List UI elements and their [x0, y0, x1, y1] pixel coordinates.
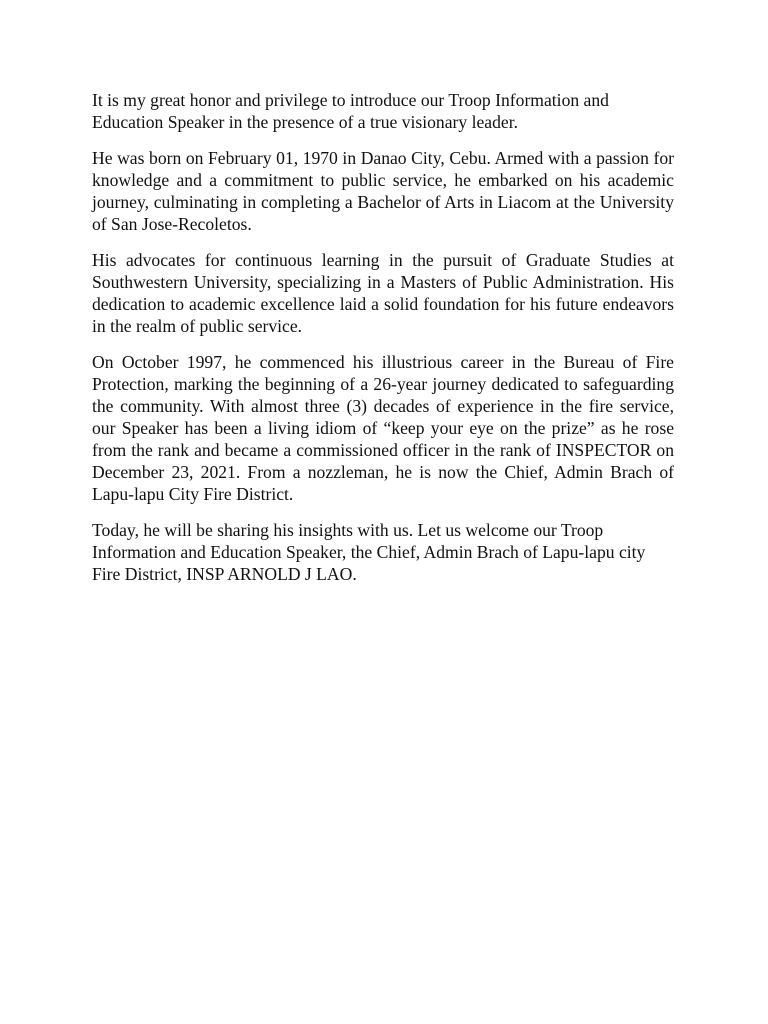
paragraph-education: His advocates for continuous learning in the pursuit of Graduate Studies at Southwestern University, specializing in a Masters of Public Administration. His dedication to academic excellence laid a solid foundation for his future endeavors in the realm of public service. — [92, 250, 674, 336]
document-page — [92, 89, 674, 599]
paragraph-introduction: It is my great honor and privilege to introduce our Troop Information and Education Speaker in the presence of a true visionary leader. — [92, 90, 609, 132]
paragraph-welcome: Today, he will be sharing his insights with us. Let us welcome our Troop Information and Education Speaker, the Chief, Admin Brach of Lapu-lapu city Fire District, INSP ARNOLD J LAO. — [92, 520, 646, 584]
paragraph-background: He was born on February 01, 1970 in Danao City, Cebu. Armed with a passion for knowledge and a commitment to public service, he embarked on his academic journey, culminating in completing a Bachelor of Arts in Liacom at the University of San Jose-Recoletos. — [92, 148, 674, 234]
paragraph-career: On October 1997, he commenced his illustrious career in the Bureau of Fire Protection, marking the beginning of a 26-year journey dedicated to safeguarding the community. With almost three (3) decades of experience in the fire service, our Speaker has been a living idiom of “keep your eye on the prize” as he rose from the rank and became a commissioned officer in the rank of INSPECTOR on December 23, 2021. From a nozzleman, he is now the Chief, Admin Brach of Lapu-lapu City Fire District. — [92, 352, 674, 504]
